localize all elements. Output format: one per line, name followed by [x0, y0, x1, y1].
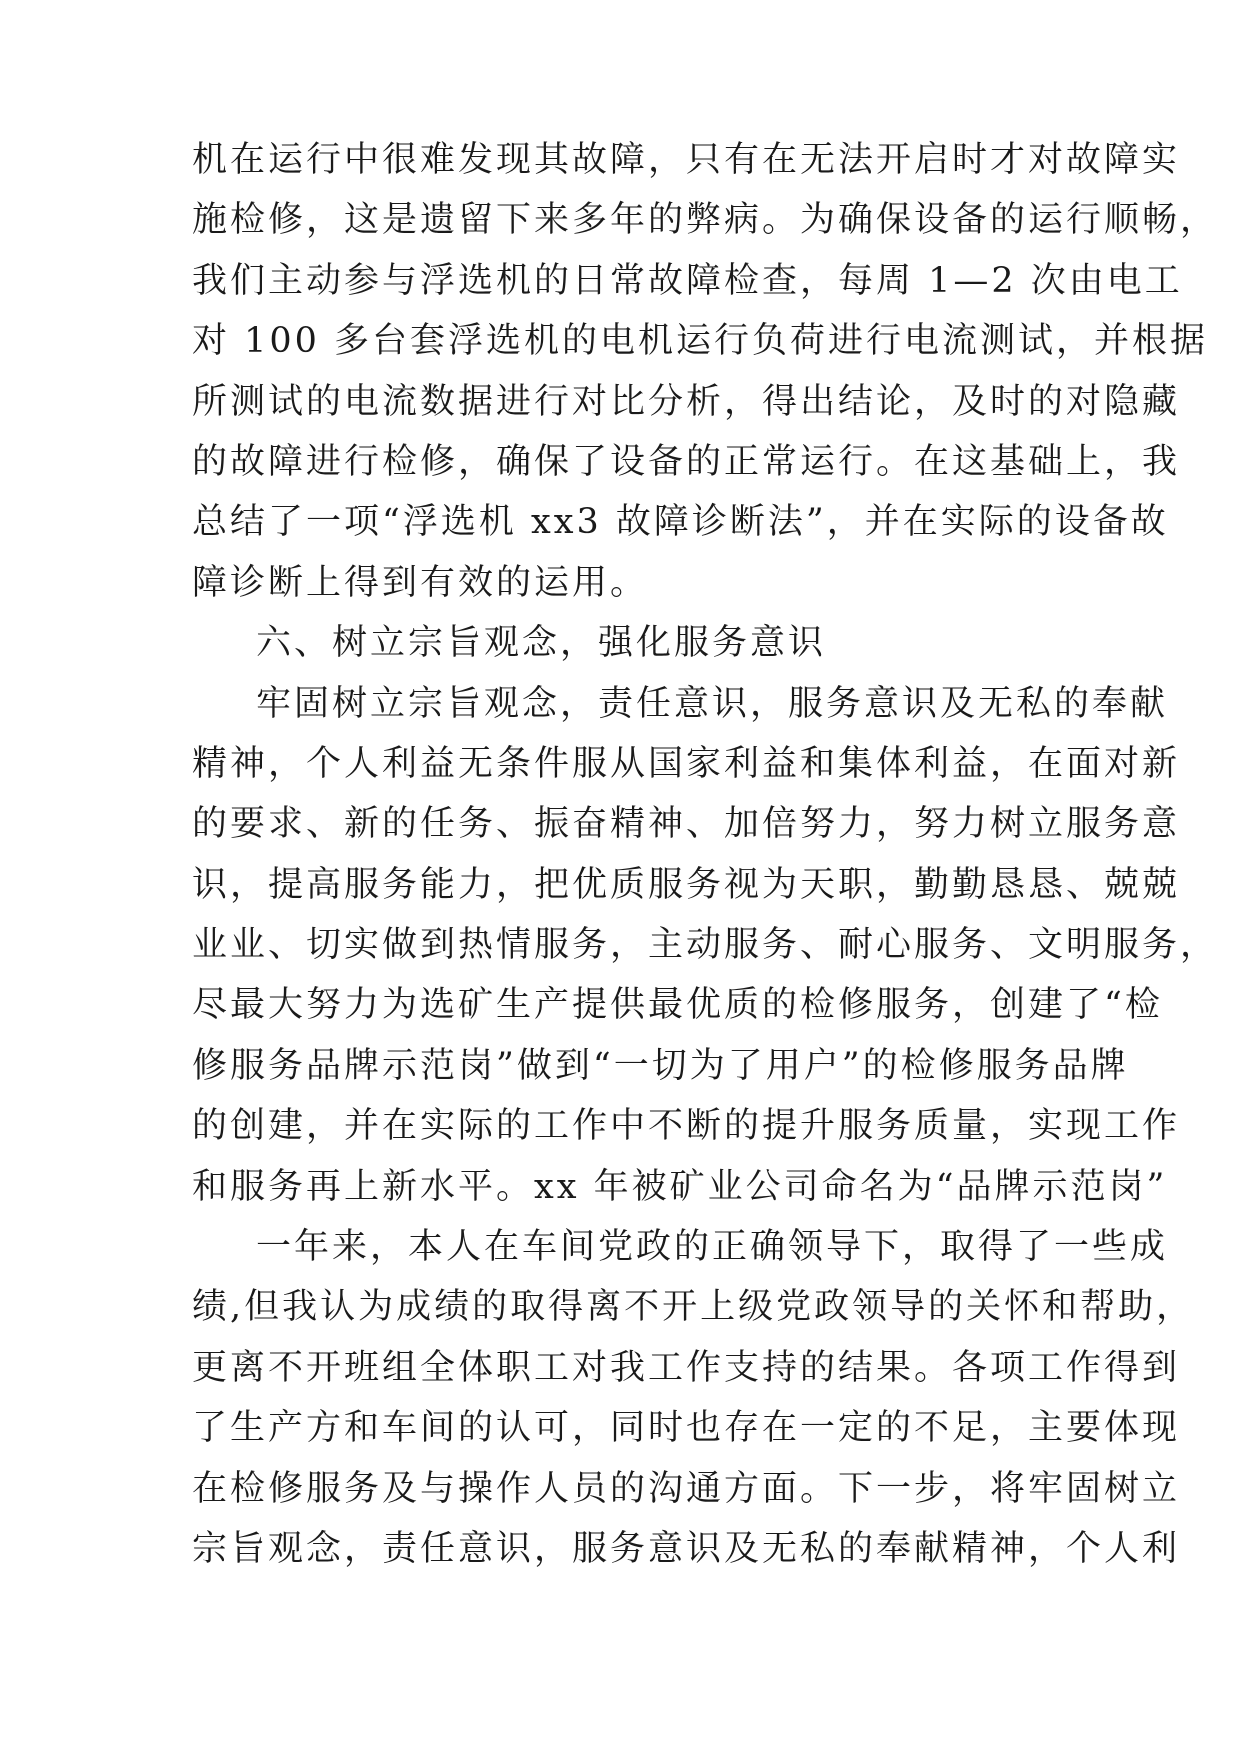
paragraph-line: 的要求、新的任务、振奋精神、加倍努力，努力树立服务意 [192, 804, 1181, 845]
paragraph-line: 我们主动参与浮选机的日常故障检查，每周 1—2 次由电工 [192, 260, 1183, 301]
document-body [192, 130, 1219, 1579]
paragraph-line: 的故障进行检修，确保了设备的正常运行。在这基础上，我 [192, 441, 1181, 482]
section-heading: 六、树立宗旨观念，强化服务意识 [256, 623, 827, 664]
paragraph-line: 识，提高服务能力，把优质服务视为天职，勤勤恳恳、兢兢 [192, 864, 1181, 905]
paragraph-line: 了生产方和车间的认可，同时也存在一定的不足，主要体现 [192, 1408, 1181, 1449]
paragraph-line: 总结了一项“浮选机 xx3 故障诊断法”，并在实际的设备故 [192, 502, 1169, 543]
paragraph-line: 施检修，这是遗留下来多年的弊病。为确保设备的运行顺畅， [192, 200, 1219, 241]
paragraph-line: 修服务品牌示范岗”做到“一切为了用户”的检修服务品牌 [192, 1045, 1129, 1086]
paragraph-line: 对 100 多台套浮选机的电机运行负荷进行电流测试，并根据 [192, 321, 1209, 362]
paragraph-line: 业业、切实做到热情服务，主动服务、耐心服务、文明服务， [192, 925, 1219, 966]
paragraph-line: 障诊断上得到有效的运用。 [192, 562, 649, 603]
paragraph-line: 的创建，并在实际的工作中不断的提升服务质量，实现工作 [192, 1106, 1181, 1147]
paragraph-line: 精神，个人利益无条件服从国家利益和集体利益，在面对新 [192, 743, 1181, 784]
paragraph-line: 宗旨观念，责任意识，服务意识及无私的奉献精神，个人利 [192, 1528, 1181, 1569]
paragraph-line: 牢固树立宗旨观念，责任意识，服务意识及无私的奉献 [256, 683, 1169, 724]
paragraph-line: 绩,但我认为成绩的取得离不开上级党政领导的关怀和帮助， [192, 1287, 1195, 1328]
paragraph-line: 尽最大努力为选矿生产提供最优质的检修服务，创建了“检 [192, 985, 1163, 1026]
paragraph-line: 更离不开班组全体职工对我工作支持的结果。各项工作得到 [192, 1347, 1181, 1388]
paragraph-line: 在检修服务及与操作人员的沟通方面。下一步，将牢固树立 [192, 1468, 1181, 1509]
paragraph-line: 机在运行中很难发现其故障，只有在无法开启时才对故障实 [192, 140, 1181, 180]
paragraph-line: 所测试的电流数据进行对比分析，得出结论，及时的对隐藏 [192, 381, 1181, 422]
paragraph-line: 和服务再上新水平。xx 年被矿业公司命名为“品牌示范岗” [192, 1166, 1168, 1207]
paragraph-line: 一年来，本人在车间党政的正确领导下，取得了一些成 [256, 1227, 1169, 1268]
